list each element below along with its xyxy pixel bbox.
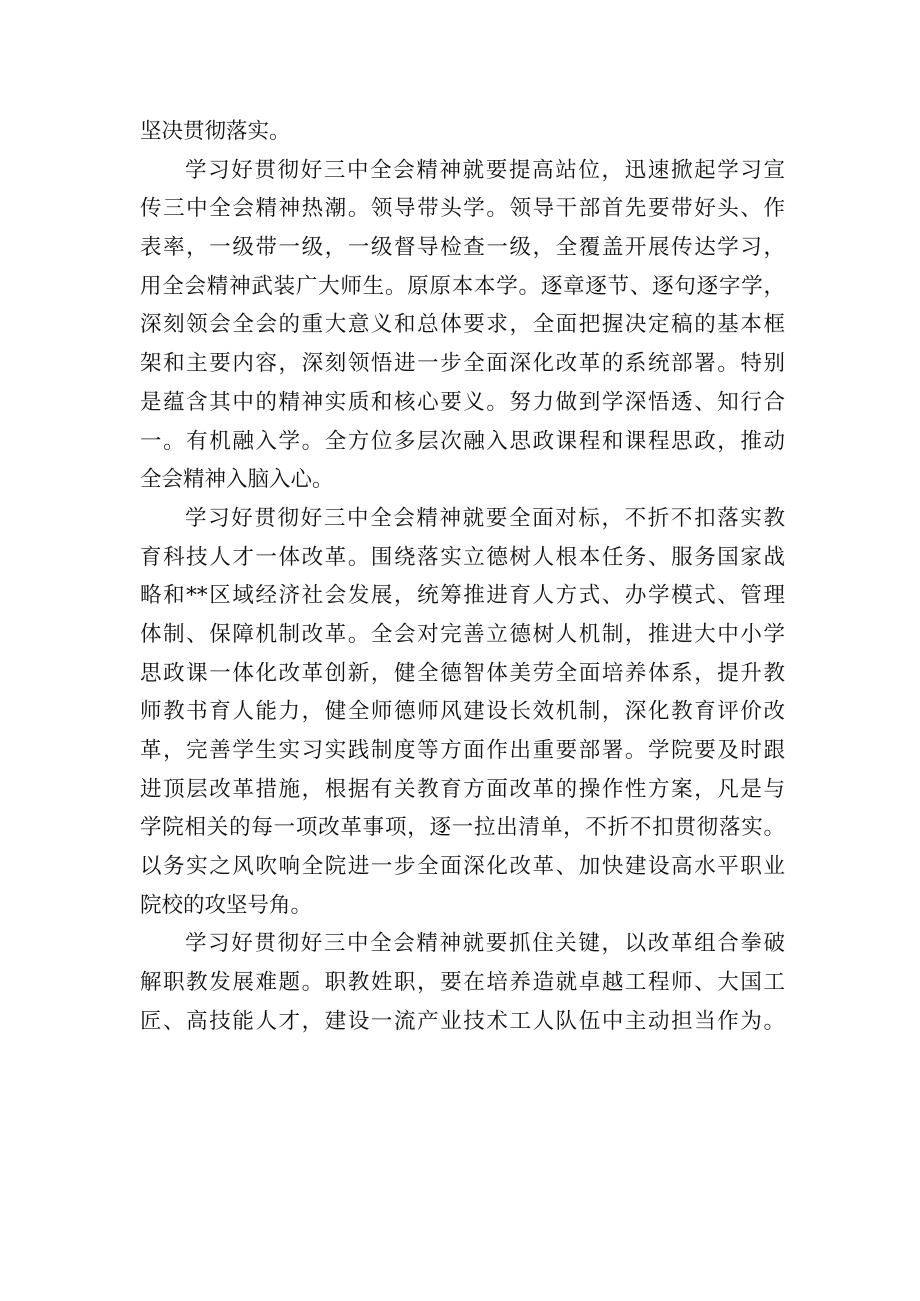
text-line: 体制、保障机制改革。全会对完善立德树人机制，推进大中小学: [140, 621, 785, 647]
text-line: 坚决贯彻落实。: [140, 119, 291, 144]
text-line: 学院相关的每一项改革事项，逐一拉出清单，不折不扣贯彻落实。: [140, 815, 785, 841]
text-line: 是蕴含其中的精神实质和核心要义。努力做到学深悟透、知行合: [140, 389, 785, 415]
text-line: 育科技人才一体改革。围绕落实立德树人根本任务、服务国家战: [140, 544, 785, 570]
text-line: 革，完善学生实习实践制度等方面作出重要部署。学院要及时跟: [140, 738, 785, 763]
text-line: 传三中全会精神热潮。领导带头学。领导干部首先要带好头、作: [140, 196, 785, 222]
text-line: 全会精神入脑入心。: [140, 467, 334, 493]
text-line: 深刻领会全会的重大意义和总体要求，全面把握决定稿的基本框: [140, 312, 785, 338]
text-line: 学习好贯彻好三中全会精神就要提高站位，迅速掀起学习宣: [185, 157, 785, 183]
text-line: 一。有机融入学。全方位多层次融入思政课程和课程思政，推动: [140, 428, 785, 454]
document-page: [140, 113, 785, 1042]
text-line: 师教书育人能力，健全师德师风建设长效机制，深化教育评价改: [140, 699, 785, 725]
text-line: 思政课一体化改革创新，健全德智体美劳全面培养体系，提升教: [140, 660, 785, 686]
text-line: 进顶层改革措施，根据有关教育方面改革的操作性方案，凡是与: [140, 776, 785, 802]
text-line: 架和主要内容，深刻领悟进一步全面深化改革的系统部署。特别: [140, 351, 785, 377]
text-line: 略和**区域经济社会发展，统筹推进育人方式、办学模式、管理: [140, 583, 785, 609]
text-line: 表率，一级带一级，一级督导检查一级，全覆盖开展传达学习，: [140, 235, 785, 261]
text-line: 用全会精神武装广大师生。原原本本学。逐章逐节、逐句逐字学，: [140, 273, 785, 299]
text-line: 解职教发展难题。职教姓职，要在培养造就卓越工程师、大国工: [140, 970, 785, 996]
text-line: 学习好贯彻好三中全会精神就要抓住关键，以改革组合拳破: [185, 931, 785, 957]
text-line: 以务实之风吹响全院进一步全面深化改革、加快建设高水平职业: [140, 854, 785, 880]
text-line: 院校的攻坚号角。: [140, 892, 313, 918]
text-line: 匠、高技能人才，建设一流产业技术工人队伍中主动担当作为。: [140, 1008, 785, 1034]
text-line: 学习好贯彻好三中全会精神就要全面对标，不折不扣落实教: [185, 505, 785, 531]
